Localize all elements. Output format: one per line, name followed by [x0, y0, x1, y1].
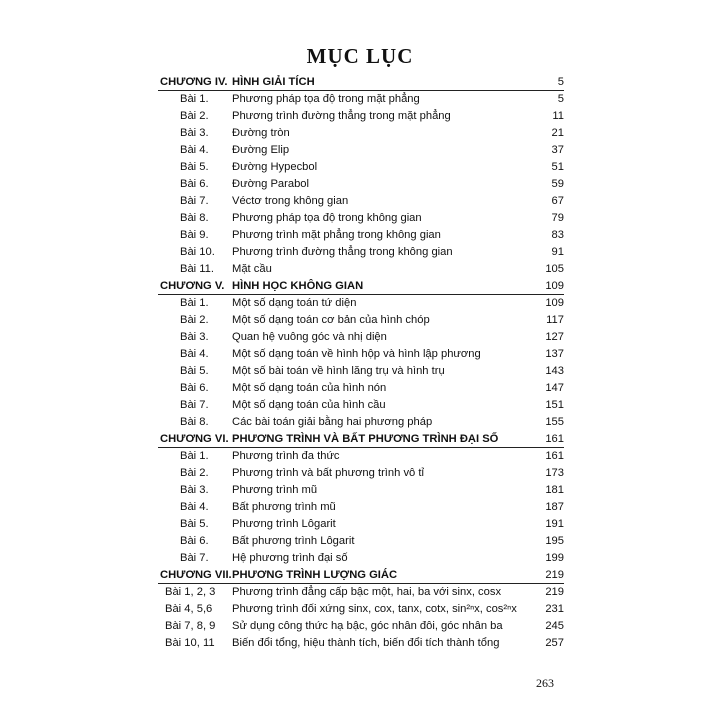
toc-entry-row	[0, 312, 720, 329]
page-ref: 5	[557, 76, 564, 88]
page-ref: 219	[545, 569, 564, 581]
lesson-title: Phương pháp tọa độ trong không gian	[232, 212, 422, 224]
page-ref: 51	[551, 161, 564, 173]
toc-entry-row	[0, 516, 720, 533]
toc-entry-row	[0, 176, 720, 193]
toc-entry-row	[0, 363, 720, 380]
lesson-label: Bài 7.	[180, 399, 209, 411]
page-ref: 245	[545, 620, 564, 632]
lesson-label: Bài 6.	[180, 382, 209, 394]
lesson-title: Một số dạng toán cơ bản của hình chóp	[232, 314, 430, 326]
page-ref: 187	[545, 501, 564, 513]
chapter-label: CHƯƠNG IV.	[160, 76, 228, 88]
toc-entry-row	[0, 261, 720, 278]
toc-entry-row	[0, 584, 720, 601]
lesson-label: Bài 1, 2, 3	[165, 586, 216, 598]
page-ref: 127	[545, 331, 564, 343]
page-ref: 173	[545, 467, 564, 479]
lesson-title: Hệ phương trình đại số	[232, 552, 348, 564]
toc-entry-row	[0, 329, 720, 346]
lesson-label: Bài 2.	[180, 314, 209, 326]
page-ref: 147	[545, 382, 564, 394]
toc-entry-row	[0, 244, 720, 261]
chapter-title: HÌNH GIẢI TÍCH	[232, 76, 315, 88]
toc-entry-row	[0, 601, 720, 618]
page-ref: 219	[545, 586, 564, 598]
toc-entry-row	[0, 142, 720, 159]
toc-entry-row	[0, 159, 720, 176]
toc-entry-row	[0, 465, 720, 482]
lesson-label: Bài 8.	[180, 212, 209, 224]
lesson-title: Phương trình và bất phương trình vô tỉ	[232, 467, 424, 479]
lesson-label: Bài 3.	[180, 127, 209, 139]
toc-entry-row	[0, 91, 720, 108]
lesson-title: Bất phương trình mũ	[232, 501, 336, 513]
page-ref: 161	[545, 433, 564, 445]
chapter-label: CHƯƠNG V.	[160, 280, 225, 292]
lesson-label: Bài 5.	[180, 161, 209, 173]
lesson-title: Một số dạng toán về hình hộp và hình lập phương	[232, 348, 481, 360]
toc-chapter-row	[0, 74, 720, 91]
page-ref: 67	[551, 195, 564, 207]
toc-chapter-row	[0, 567, 720, 584]
lesson-label: Bài 2.	[180, 467, 209, 479]
toc-entry-row	[0, 227, 720, 244]
page-ref: 257	[545, 637, 564, 649]
page-ref: 143	[545, 365, 564, 377]
lesson-title: Phương trình đẳng cấp bậc một, hai, ba với sinx, cosx	[232, 586, 502, 598]
lesson-title: Phương trình đối xứng sinx, cox, tanx, cotx, sin²ⁿx, cos²ⁿx	[232, 603, 517, 615]
page-ref: 5	[557, 93, 564, 105]
lesson-title: Biến đổi tổng, hiệu thành tích, biến đổi tích thành tổng	[232, 637, 500, 649]
lesson-title: Một số bài toán về hình lăng trụ và hình trụ	[232, 365, 445, 377]
page-ref: 109	[545, 297, 564, 309]
lesson-label: Bài 4.	[180, 144, 209, 156]
lesson-label: Bài 3.	[180, 331, 209, 343]
chapter-label: CHƯƠNG VII.	[160, 569, 232, 581]
lesson-title: Phương trình đường thẳng trong không gian	[232, 246, 453, 258]
chapter-label: CHƯƠNG VI.	[160, 433, 229, 445]
page-ref: 117	[546, 314, 564, 326]
page-ref: 21	[551, 127, 564, 139]
page-ref: 161	[545, 450, 564, 462]
toc-entry-row	[0, 533, 720, 550]
toc-entry-row	[0, 397, 720, 414]
toc-entry-row	[0, 193, 720, 210]
page-ref: 181	[545, 484, 564, 496]
page-ref: 11	[552, 110, 564, 122]
lesson-title: Quan hệ vuông góc và nhị diện	[232, 331, 387, 343]
toc-entry-row	[0, 125, 720, 142]
toc-chapter-row	[0, 278, 720, 295]
page-ref: 195	[545, 535, 564, 547]
lesson-label: Bài 3.	[180, 484, 209, 496]
lesson-title: Một số dạng toán của hình nón	[232, 382, 387, 394]
lesson-title: Đường tròn	[232, 127, 290, 139]
toc-entry-row	[0, 499, 720, 516]
page-ref: 105	[545, 263, 564, 275]
page-ref: 155	[545, 416, 564, 428]
page-ref: 199	[545, 552, 564, 564]
lesson-title: Bất phương trình Lôgarit	[232, 535, 355, 547]
toc-chapter-row	[0, 431, 720, 448]
lesson-title: Phương trình mũ	[232, 484, 318, 496]
lesson-title: Phương trình đa thức	[232, 450, 340, 462]
lesson-label: Bài 11.	[180, 263, 214, 275]
lesson-label: Bài 1.	[180, 297, 209, 309]
lesson-label: Bài 5.	[180, 365, 209, 377]
page-title: MỤC LỤC	[306, 44, 414, 68]
page-ref: 83	[551, 229, 564, 241]
lesson-label: Bài 10, 11	[165, 637, 215, 649]
lesson-label: Bài 6.	[180, 178, 209, 190]
page-ref: 231	[545, 603, 564, 615]
lesson-title: Một số dạng toán tứ diện	[232, 297, 357, 309]
toc-entry-row	[0, 380, 720, 397]
page-ref: 151	[545, 399, 564, 411]
toc-entry-row	[0, 210, 720, 227]
lesson-label: Bài 9.	[180, 229, 209, 241]
lesson-label: Bài 1.	[180, 93, 209, 105]
toc-entry-row	[0, 414, 720, 431]
toc-entry-row	[0, 448, 720, 465]
toc-entry-row	[0, 635, 720, 652]
page-number: 263	[536, 676, 554, 690]
lesson-label: Bài 1.	[180, 450, 209, 462]
toc-entry-row	[0, 346, 720, 363]
lesson-label: Bài 7.	[180, 552, 209, 564]
page-ref: 109	[545, 280, 564, 292]
lesson-label: Bài 4, 5,6	[165, 603, 213, 615]
lesson-label: Bài 10.	[180, 246, 215, 258]
page-ref: 79	[551, 212, 564, 224]
page-ref: 37	[551, 144, 564, 156]
lesson-label: Bài 4.	[180, 501, 209, 513]
toc-entry-row	[0, 618, 720, 635]
lesson-label: Bài 4.	[180, 348, 209, 360]
toc-entry-row	[0, 550, 720, 567]
toc-entry-row	[0, 108, 720, 125]
lesson-title: Sử dụng công thức hạ bậc, góc nhân đôi, góc nhân ba	[232, 620, 503, 632]
lesson-label: Bài 2.	[180, 110, 209, 122]
page-ref: 91	[551, 246, 564, 258]
lesson-title: Mặt cầu	[232, 263, 272, 275]
lesson-title: Phương trình mặt phẳng trong không gian	[232, 229, 441, 241]
lesson-label: Bài 5.	[180, 518, 209, 530]
lesson-title: Phương pháp tọa độ trong mặt phẳng	[232, 93, 420, 105]
lesson-label: Bài 8.	[180, 416, 209, 428]
lesson-title: Phương trình Lôgarit	[232, 518, 336, 530]
lesson-title: Một số dạng toán của hình cầu	[232, 399, 386, 411]
chapter-title: HÌNH HỌC KHÔNG GIAN	[232, 280, 364, 292]
lesson-label: Bài 7.	[180, 195, 209, 207]
page-ref: 191	[545, 518, 564, 530]
toc-entry-row	[0, 482, 720, 499]
page-ref: 59	[551, 178, 564, 190]
chapter-title: PHƯƠNG TRÌNH LƯỢNG GIÁC	[232, 569, 398, 581]
chapter-title: PHƯƠNG TRÌNH VÀ BẤT PHƯƠNG TRÌNH ĐẠI SỐ	[232, 433, 499, 445]
toc-entry-row	[0, 295, 720, 312]
page-ref: 137	[545, 348, 564, 360]
lesson-title: Véctơ trong không gian	[232, 195, 349, 207]
lesson-title: Đường Parabol	[232, 178, 310, 190]
lesson-title: Đường Elip	[232, 144, 290, 156]
lesson-label: Bài 6.	[180, 535, 209, 547]
lesson-label: Bài 7, 8, 9	[165, 620, 216, 632]
lesson-title: Phương trình đường thẳng trong mặt phẳng	[232, 110, 451, 122]
lesson-title: Đường Hypecbol	[232, 161, 318, 173]
lesson-title: Các bài toán giải bằng hai phương pháp	[232, 416, 433, 428]
